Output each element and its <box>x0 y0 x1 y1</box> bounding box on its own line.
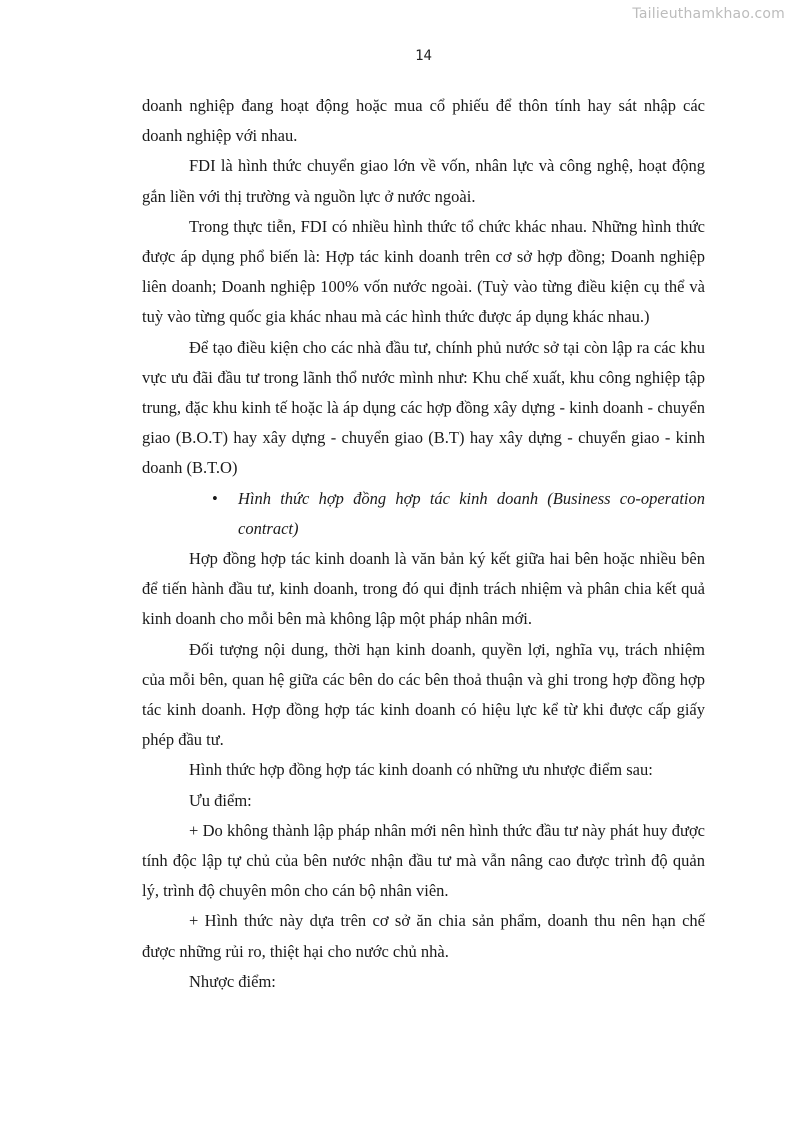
paragraph: Hợp đồng hợp tác kinh doanh là văn bản ký kết giữa hai bên hoặc nhiều bên để tiến hành đầu tư, kinh doanh, trong đó qui định trách nhiệm và phân chia kết quả kinh doanh cho mỗi bên mà không lập một pháp nhân mới. <box>142 549 705 629</box>
paragraph: Hình thức hợp đồng hợp tác kinh doanh có những ưu nhược điểm sau: <box>189 760 653 780</box>
bullet-item <box>142 484 705 544</box>
document-body <box>142 91 705 997</box>
paragraph: Để tạo điều kiện cho các nhà đầu tư, chính phủ nước sở tại còn lập ra các khu vực ưu đãi đầu tư trong lãnh thổ nước mình như: Khu chế xuất, khu công nghiệp tập trung, đặc khu kinh tế hoặc là áp dụng các hợp đồng xây dựng - kinh doanh - chuyển giao (B.O.T) hay xây dựng - chuyển giao (B.T) hay xây dựng - chuyển giao - kinh doanh (B.T.O) <box>142 337 705 478</box>
paragraph: + Hình thức này dựa trên cơ sở ăn chia sản phẩm, doanh thu nên hạn chế được những rủi ro, thiệt hại cho nước chủ nhà. <box>142 911 705 961</box>
bullet-heading: Hình thức hợp đồng hợp tác kinh doanh (Business co-operation contract) <box>238 488 705 538</box>
page-number: 14 <box>415 48 432 64</box>
paragraph: Trong thực tiễn, FDI có nhiều hình thức tổ chức khác nhau. Những hình thức được áp dụng phổ biến là: Hợp tác kinh doanh trên cơ sở hợp đồng; Doanh nghiệp liên doanh; Doanh nghiệp 100% vốn nước ngoài. (Tuỳ vào từng điều kiện cụ thể và tuỳ vào từng quốc gia khác nhau mà các hình thức được áp dụng khác nhau.) <box>142 216 705 327</box>
paragraph: Đối tượng nội dung, thời hạn kinh doanh, quyền lợi, nghĩa vụ, trách nhiệm của mỗi bên, quan hệ giữa các bên do các bên thoả thuận và ghi trong hợp đồng hợp tác kinh doanh. Hợp đồng hợp tác kinh doanh có hiệu lực kể từ khi được cấp giấy phép đầu tư. <box>142 639 705 750</box>
paragraph: Ưu điểm: <box>189 790 252 810</box>
paragraph: Nhược điểm: <box>189 971 276 991</box>
paragraph: FDI là hình thức chuyển giao lớn về vốn, nhân lực và công nghệ, hoạt động gắn liền với thị trường và nguồn lực ở nước ngoài. <box>142 156 705 206</box>
paragraph: doanh nghiệp đang hoạt động hoặc mua cổ phiếu để thôn tính hay sát nhập các doanh nghiệp với nhau. <box>142 96 705 146</box>
bullet-dot-icon: • <box>212 488 218 508</box>
watermark: Tailieuthamkhao.com <box>632 6 785 22</box>
paragraph: + Do không thành lập pháp nhân mới nên hình thức đầu tư này phát huy được tính độc lập tự chủ của bên nước nhận đầu tư mà vẫn nâng cao được trình độ quản lý, trình độ chuyên môn cho cán bộ nhân viên. <box>142 820 705 901</box>
